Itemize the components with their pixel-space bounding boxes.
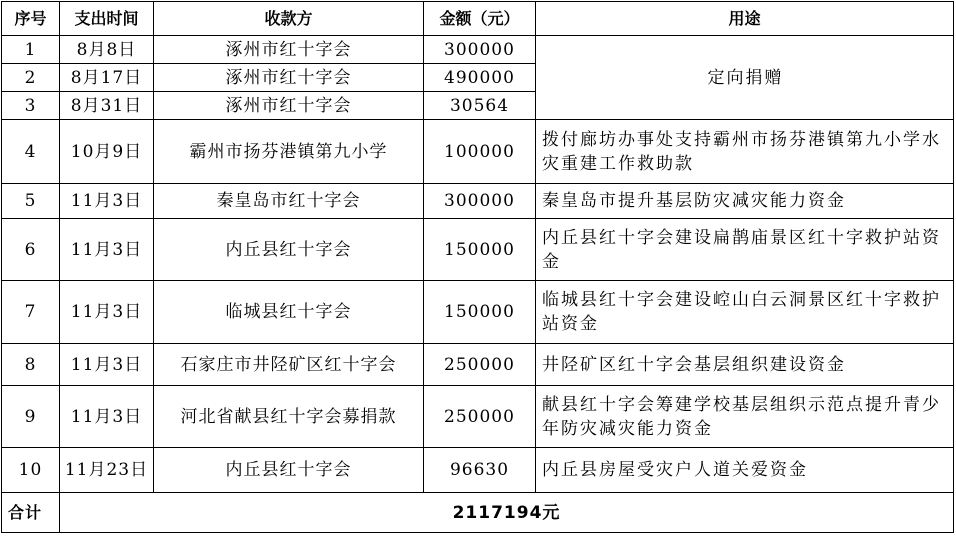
cell-seq: 10: [2, 448, 60, 493]
cell-date: 11月3日: [60, 344, 154, 386]
table-row: [2, 184, 954, 219]
header-payee: 收款方: [154, 2, 424, 36]
table-row: [2, 448, 954, 493]
total-value: 2117194元: [60, 493, 954, 533]
cell-payee: 霸州市扬芬港镇第九小学: [154, 120, 424, 184]
cell-date: 10月9日: [60, 120, 154, 184]
cell-amount: 96630: [424, 448, 536, 493]
cell-seq: 5: [2, 184, 60, 219]
table-row: [2, 281, 954, 344]
cell-payee: 涿州市红十字会: [154, 92, 424, 120]
cell-payee: 内丘县红十字会: [154, 219, 424, 281]
cell-date: 11月3日: [60, 386, 154, 448]
cell-date: 11月3日: [60, 219, 154, 281]
donation-expense-table: [1, 1, 954, 533]
cell-purpose: 内丘县房屋受灾户人道关爱资金: [536, 448, 954, 493]
header-row: [2, 2, 954, 36]
cell-amount: 150000: [424, 281, 536, 344]
total-label: 合计: [2, 493, 60, 533]
cell-purpose-merged: 定向捐赠: [536, 36, 954, 120]
cell-purpose: 秦皇岛市提升基层防灾减灾能力资金: [536, 184, 954, 219]
header-date: 支出时间: [60, 2, 154, 36]
cell-date: 11月3日: [60, 184, 154, 219]
cell-purpose: 献县红十字会筹建学校基层组织示范点提升青少年防灾减灾能力资金: [536, 386, 954, 448]
cell-purpose: 拨付廊坊办事处支持霸州市扬芬港镇第九小学水灾重建工作救助款: [536, 120, 954, 184]
cell-payee: 河北省献县红十字会募捐款: [154, 386, 424, 448]
cell-seq: 8: [2, 344, 60, 386]
cell-amount: 490000: [424, 64, 536, 92]
cell-date: 11月23日: [60, 448, 154, 493]
table-row: [2, 386, 954, 448]
cell-seq: 3: [2, 92, 60, 120]
header-seq: 序号: [2, 2, 60, 36]
cell-purpose: 临城县红十字会建设崆山白云洞景区红十字救护站资金: [536, 281, 954, 344]
cell-seq: 4: [2, 120, 60, 184]
table-row: [2, 120, 954, 184]
header-amount: 金额（元）: [424, 2, 536, 36]
cell-purpose: 井陉矿区红十字会基层组织建设资金: [536, 344, 954, 386]
header-purpose: 用途: [536, 2, 954, 36]
cell-amount: 300000: [424, 184, 536, 219]
cell-seq: 7: [2, 281, 60, 344]
cell-payee: 涿州市红十字会: [154, 36, 424, 64]
cell-amount: 150000: [424, 219, 536, 281]
cell-payee: 内丘县红十字会: [154, 448, 424, 493]
cell-date: 11月3日: [60, 281, 154, 344]
cell-payee: 临城县红十字会: [154, 281, 424, 344]
cell-amount: 250000: [424, 344, 536, 386]
cell-payee: 石家庄市井陉矿区红十字会: [154, 344, 424, 386]
cell-amount: 100000: [424, 120, 536, 184]
cell-seq: 6: [2, 219, 60, 281]
cell-payee: 秦皇岛市红十字会: [154, 184, 424, 219]
cell-date: 8月17日: [60, 64, 154, 92]
cell-seq: 1: [2, 36, 60, 64]
cell-payee: 涿州市红十字会: [154, 64, 424, 92]
cell-amount: 30564: [424, 92, 536, 120]
table-row: [2, 36, 954, 64]
cell-amount: 250000: [424, 386, 536, 448]
cell-seq: 2: [2, 64, 60, 92]
cell-date: 8月8日: [60, 36, 154, 64]
cell-purpose: 内丘县红十字会建设扁鹊庙景区红十字救护站资金: [536, 219, 954, 281]
table-row: [2, 344, 954, 386]
cell-date: 8月31日: [60, 92, 154, 120]
total-row: [2, 493, 954, 533]
cell-amount: 300000: [424, 36, 536, 64]
table-row: [2, 219, 954, 281]
cell-seq: 9: [2, 386, 60, 448]
